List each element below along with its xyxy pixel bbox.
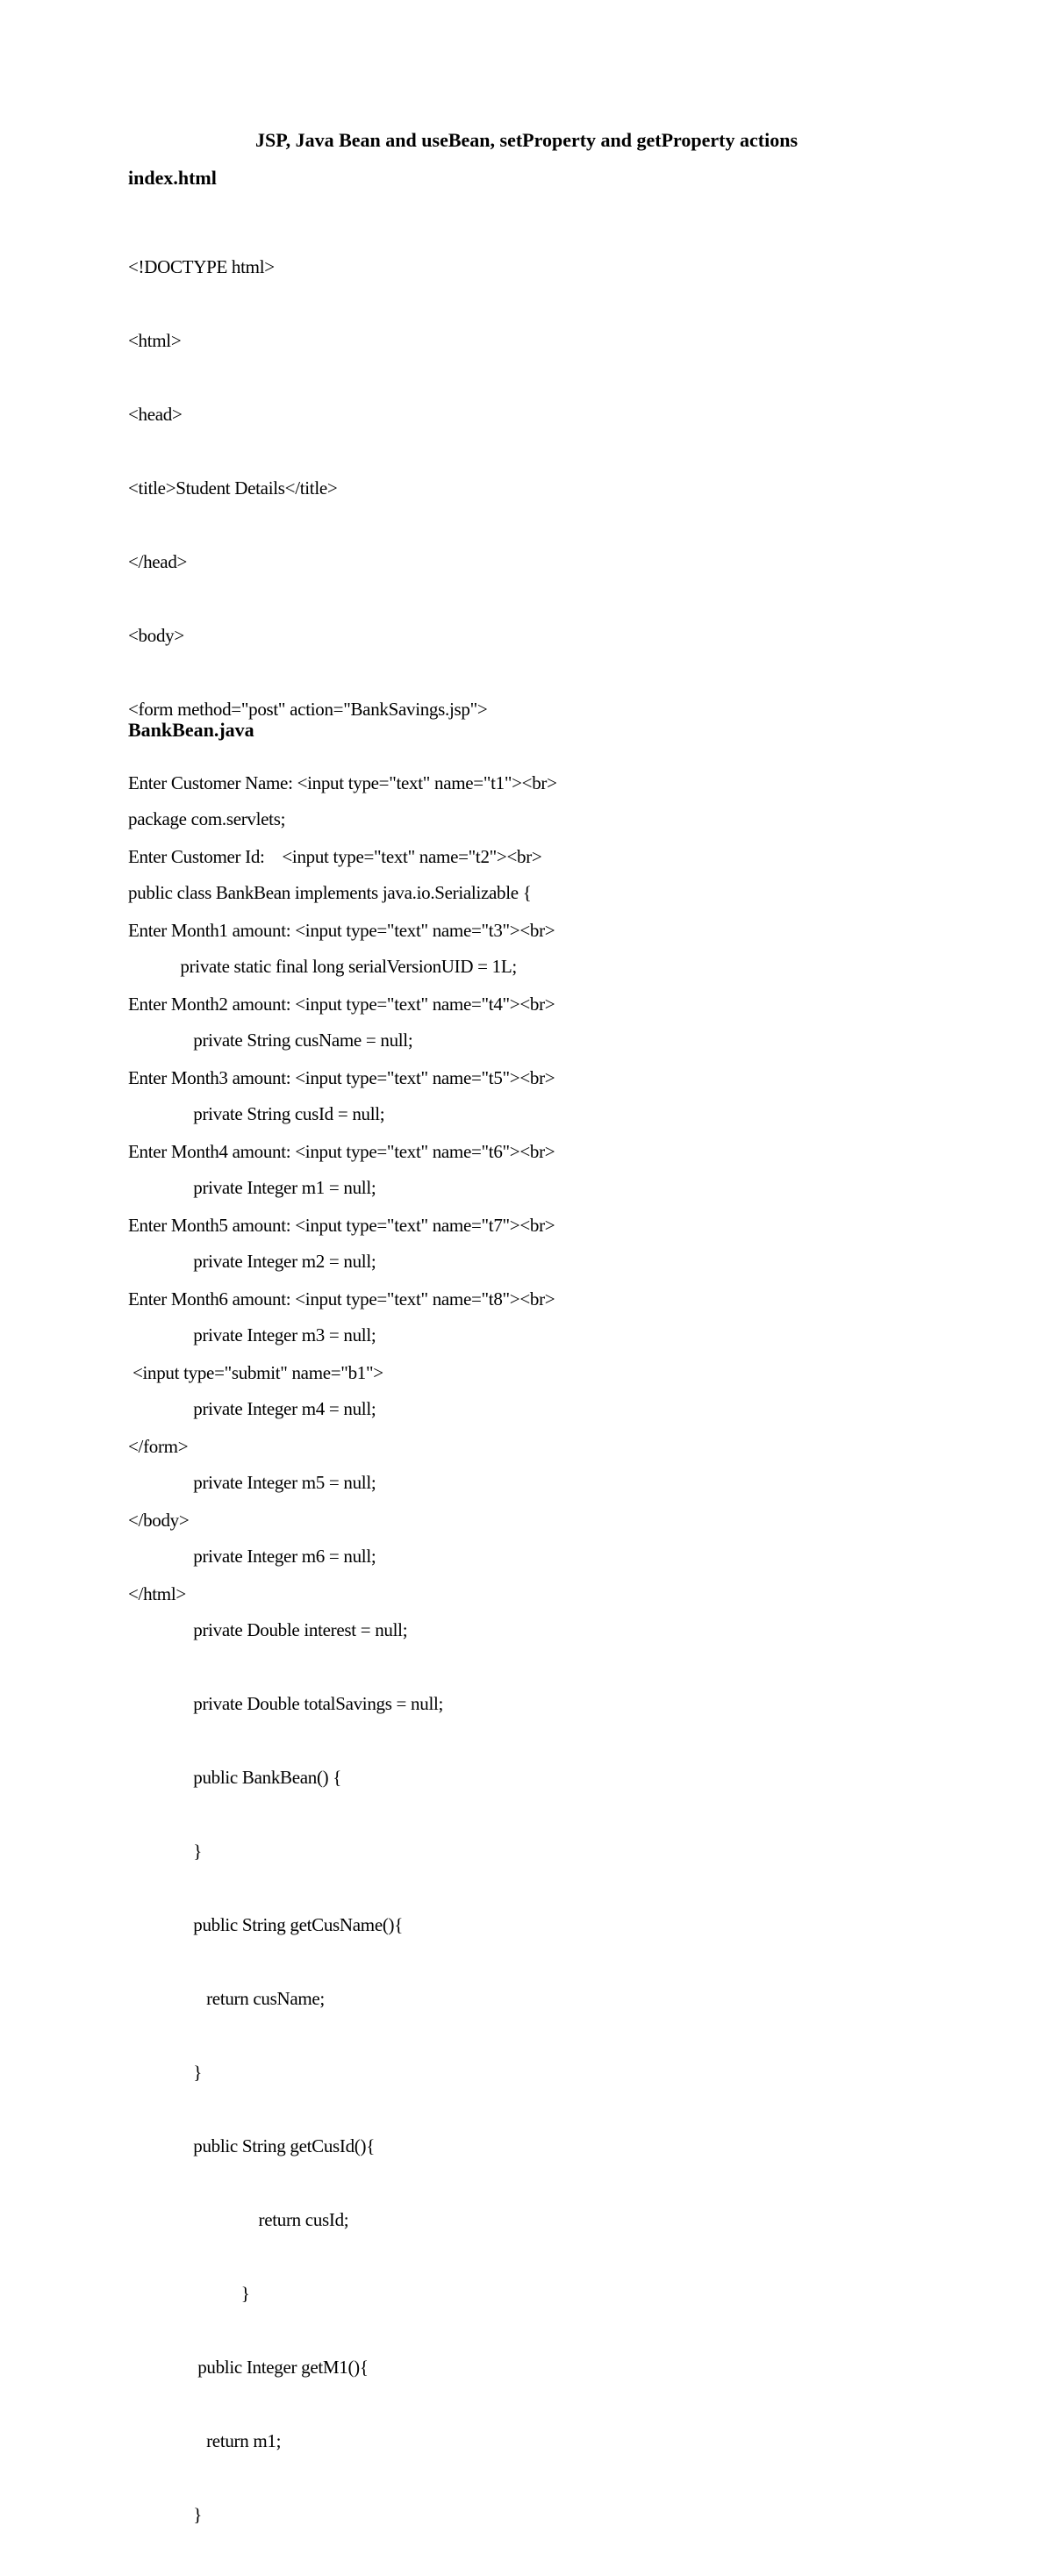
document-title: JSP, Java Bean and useBean, setProperty and getProperty actions	[254, 129, 799, 151]
code-line: <form method="post" action="BankSavings.jsp">	[128, 699, 488, 720]
code-line: </body>	[128, 1510, 190, 1531]
code-line: public String getCusName(){	[128, 1914, 404, 1935]
code-line: <html>	[128, 330, 182, 351]
code-line: Enter Month6 amount: <input type="text" name="t8"><br>	[128, 1288, 555, 1310]
code-line: Enter Customer Name: <input type="text" name="t1"><br>	[128, 772, 557, 793]
code-line: private String cusId = null;	[128, 1103, 385, 1124]
code-line: private Integer m6 = null;	[128, 1546, 376, 1567]
code-line: Enter Month2 amount: <input type="text" name="t4"><br>	[128, 994, 555, 1015]
code-line: private Integer m3 = null;	[128, 1324, 376, 1345]
code-line: public BankBean() {	[128, 1767, 342, 1788]
code-line: return cusId;	[128, 2209, 349, 2230]
code-line: <!DOCTYPE html>	[128, 256, 275, 277]
code-line: Enter Month1 amount: <input type="text" name="t3"><br>	[128, 920, 555, 941]
code-line: <body>	[128, 625, 184, 646]
code-line: }	[128, 2062, 203, 2083]
code-line: <input type="submit" name="b1">	[128, 1362, 383, 1383]
code-line: private Double totalSavings = null;	[128, 1693, 444, 1714]
code-line: public String getCusId(){	[128, 2135, 375, 2156]
code-line: private String cusName = null;	[128, 1030, 413, 1051]
code-line: private Integer m1 = null;	[128, 1177, 376, 1198]
code-line: <head>	[128, 404, 183, 425]
code-line: private Integer m4 = null;	[128, 1398, 376, 1419]
code-line: package com.servlets;	[128, 808, 286, 829]
code-line: return cusName;	[128, 1988, 325, 2009]
code-line: private Integer m2 = null;	[128, 1251, 376, 1272]
code-line: }	[128, 1841, 203, 1862]
code-line: }	[128, 2283, 250, 2304]
code-line: Enter Month5 amount: <input type="text" name="t7"><br>	[128, 1215, 555, 1236]
section-heading-bankbean-java: BankBean.java	[128, 719, 254, 741]
code-line: private static final long serialVersionUID = 1L;	[128, 956, 517, 977]
code-block-bankbean-java	[128, 757, 532, 2576]
code-line: return m1;	[128, 2430, 282, 2451]
code-line: Enter Month3 amount: <input type="text" name="t5"><br>	[128, 1067, 555, 1088]
code-line: public Integer getM1(){	[128, 2357, 369, 2378]
code-line: private Integer m5 = null;	[128, 1472, 376, 1493]
code-line: Enter Month4 amount: <input type="text" name="t6"><br>	[128, 1141, 555, 1162]
code-line: </form>	[128, 1436, 189, 1457]
code-line: }	[128, 2504, 203, 2525]
code-line: <title>Student Details</title>	[128, 477, 338, 499]
code-line: public class BankBean implements java.io.Serializable {	[128, 882, 532, 903]
code-line: </head>	[128, 551, 188, 572]
code-line: </html>	[128, 1583, 186, 1604]
code-line: private Double interest = null;	[128, 1619, 408, 1640]
code-line: Enter Customer Id: <input type="text" name="t2"><br>	[128, 846, 542, 867]
section-heading-index-html: index.html	[128, 167, 217, 189]
